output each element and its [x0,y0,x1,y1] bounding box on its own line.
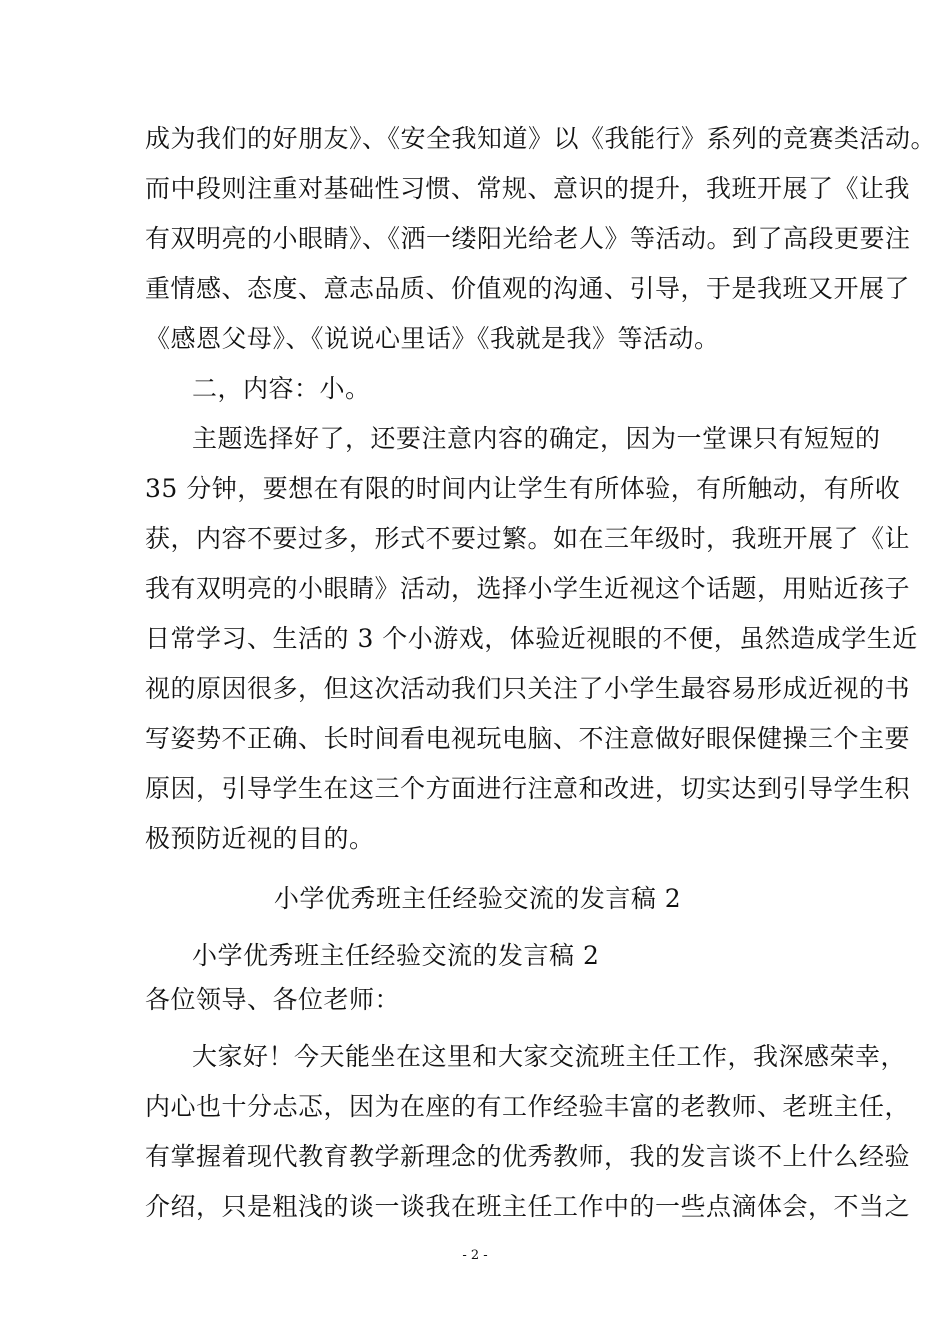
text-line: 内心也十分忐忑，因为在座的有工作经验丰富的老教师、老班主任， [145,1092,911,1121]
text-line: 视的原因很多，但这次活动我们只关注了小学生最容易形成近视的书 [145,674,911,703]
spacer [145,924,810,934]
spacer [145,864,810,874]
text-line: 获，内容不要过多，形式不要过繁。如在三年级时，我班开展了《让 [145,524,911,553]
subtitle-line: 小学优秀班主任经验交流的发言稿 2 [192,941,600,970]
paragraph-2 [145,414,918,864]
document-title: 小学优秀班主任经验交流的发言稿 2 [273,884,682,913]
text-line: 日常学习、生活的 3 个小游戏，体验近视眼的不便，虽然造成学生近 [145,624,918,653]
text-line: 介绍，只是粗浅的谈一谈我在班主任工作中的一些点滴体会，不当之 [145,1192,911,1221]
text-line: 主题选择好了，还要注意内容的确定，因为一堂课只有短短的 [192,424,881,453]
page-number: - 2 - [462,1248,488,1263]
text-line: 有双明亮的小眼睛》、《洒一缕阳光给老人》等活动。到了高段更要注 [145,224,911,253]
section-heading: 二，内容：小。 [192,374,371,403]
salutation: 各位领导、各位老师： [145,985,401,1014]
text-line: 《感恩父母》、《说说心里话》《我就是我》等活动。 [145,324,720,353]
text-line: 我有双明亮的小眼睛》活动，选择小学生近视这个话题，用贴近孩子 [145,574,911,603]
text-line: 写姿势不正确、长时间看电视玩电脑、不注意做好眼保健操三个主要 [145,724,911,753]
text-line: 成为我们的好朋友》、《安全我知道》以《我能行》系列的竞赛类活动。 [145,124,937,153]
paragraph-1 [145,114,937,364]
document-body [145,114,937,1232]
spacer [145,1022,810,1032]
text-line: 重情感、态度、意志品质、价值观的沟通、引导，于是我班又开展了 [145,274,911,303]
paragraph-3 [145,1032,911,1232]
text-line: 大家好！今天能坐在这里和大家交流班主任工作，我深感荣幸， [192,1042,907,1071]
text-line: 35 分钟，要想在有限的时间内让学生有所体验，有所触动，有所收 [145,474,901,503]
text-line: 而中段则注重对基础性习惯、常规、意识的提升，我班开展了《让我 [145,174,911,203]
text-line: 有掌握着现代教育教学新理念的优秀教师，我的发言谈不上什么经验 [145,1142,911,1171]
text-line: 极预防近视的目的。 [145,824,375,853]
text-line: 原因，引导学生在这三个方面进行注意和改进，切实达到引导学生积 [145,774,911,803]
